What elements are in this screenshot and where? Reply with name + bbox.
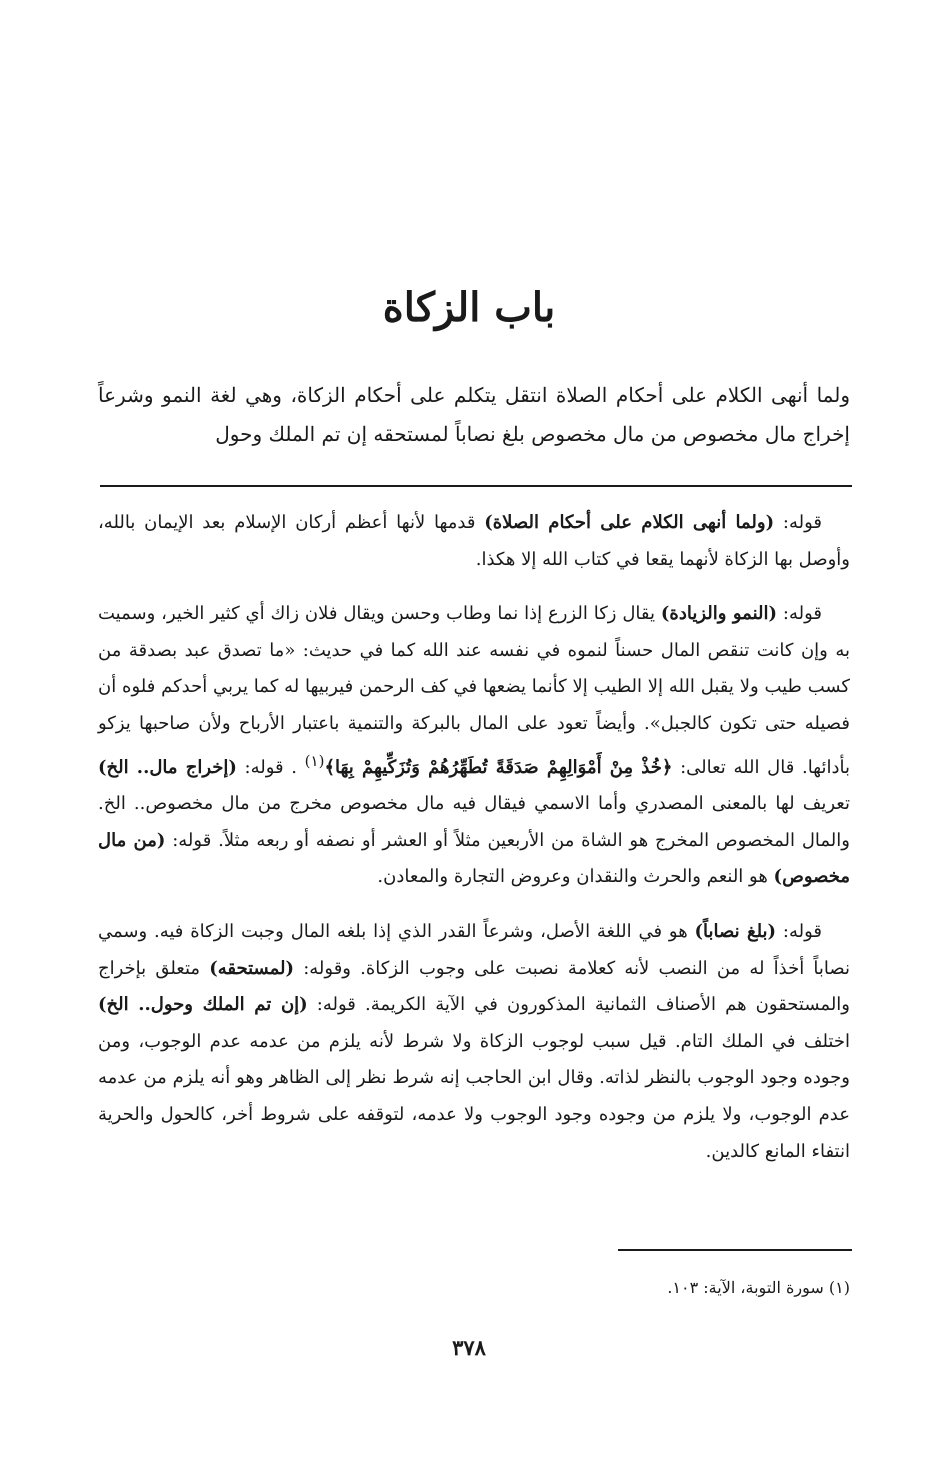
quoted-phrase: (إن تم الملك وحول.. الخ) <box>98 994 308 1016</box>
commentary-text: هو النعم والحرث والنقدان وعروض التجارة والمعادن. <box>377 866 774 888</box>
page-number: ٣٧٨ <box>452 1335 486 1360</box>
commentary-text: اختلف في الملك التام. قيل سبب لوجوب الزكاة ولا شرط لأنه يلزم من عدمه عدم الوجوب، ومن وجوده وجود الوجوب بالنظر لذاته. وقال ابن الحاجب إنه شرط نظر إلى الظاهر وهو أنه يلزم من عدمه عدم الوجوب، ولا يلزم من وجوده وجود الوجوب ولا عدمه، لتوقفه على شروط أخر، كالحول والحرية انتفاء المانع كالدين. <box>98 1030 850 1162</box>
chapter-title: باب الزكاة <box>382 284 556 331</box>
commentary-paragraph-1 <box>98 505 850 578</box>
commentary-text: متعلق بإخراج والمستحقون هم الأصناف الثمانية المذكورون في الآية الكريمة. قوله: <box>98 957 850 1016</box>
footnote-divider <box>618 1249 852 1251</box>
commentary-lead: قوله: <box>776 920 822 942</box>
quoted-phrase: (لمستحقه) <box>209 957 295 979</box>
quoted-phrase: (بلغ نصاباً) <box>694 920 777 942</box>
commentary-text: يقال زكا الزرع إذا نما وطاب وحسن ويقال فلان زاك أي كثير الخير، وسميت به وإن كانت تنقص المال حسناً لنموه في نفسه عند الله كما في حديث: «ما تصدق عبد بصدقة من كسب طيب ولا يقبل الله إلا الطيب إلا كأنما يضعها في كف الرحمن فيربيها له كما يربي أحدكم فلوه أن فصيله حتى تكون كالجبل». وأيضاً تعود على المال بالبركة والتنمية باعتبار الأرباح ولأن صاحبها يزكو بأدائها. قال الله تعالى: <box>98 603 851 778</box>
commentary-text: تعريف لها بالمعنى المصدري وأما الاسمي فيقال فيه مال مخصوص مخرج من مال مخصوص.. الخ. والمال المخصوص المخرج هو الشاة من الأربعين مثلاً أو العشر أو نصفه أو ربعه مثلاً. قوله: <box>98 793 850 851</box>
commentary-lead: قوله: <box>774 512 822 533</box>
footnote: (١) سورة التوبة، الآية: ١٠٣. <box>667 1278 850 1297</box>
main-text-divider <box>100 485 852 487</box>
commentary-text: . قوله: <box>236 756 305 778</box>
footnote-reference: (١) <box>304 751 325 770</box>
quoted-phrase: (النمو والزيادة) <box>660 603 778 625</box>
main-text: ولما أنهى الكلام على أحكام الصلاة انتقل يتكلم على أحكام الزكاة، وهي لغة النمو وشرعاً إخراج مال مخصوص من مال مخصوص بلغ نصاباً لمستحقه إن تم الملك وحول <box>98 383 850 446</box>
commentary-text: هو في اللغة الأصل، وشرعاً القدر الذي إذا بلغه المال وجبت الزكاة فيه. وسمي نصاباً أخذاً له من النصب لأنه كعلامة نصبت على وجوب الزكاة. وقوله: <box>98 920 850 979</box>
commentary-paragraph-2 <box>98 596 850 896</box>
commentary-text: قدمها لأنها أعظم أركان الإسلام بعد الإيمان بالله، وأوصل بها الزكاة لأنهما يقعا في كتاب الله إلا هكذا. <box>98 512 850 570</box>
quoted-phrase: (ولما أنهى الكلام على أحكام الصلاة) <box>484 512 775 533</box>
quran-verse: ﴿خُذْ مِنْ أَمْوَالِهِمْ صَدَقَةً تُطَهِّرُهُمْ وَتُزَكِّيهِمْ بِهَا﴾ <box>324 756 673 778</box>
commentary-lead: قوله: <box>777 603 822 625</box>
commentary-paragraph-3 <box>98 914 850 1170</box>
commentary-section <box>98 505 850 1188</box>
quoted-phrase: (إخراج مال.. الخ) <box>98 756 237 778</box>
quoted-phrase: (من مال مخصوص) <box>98 829 850 888</box>
